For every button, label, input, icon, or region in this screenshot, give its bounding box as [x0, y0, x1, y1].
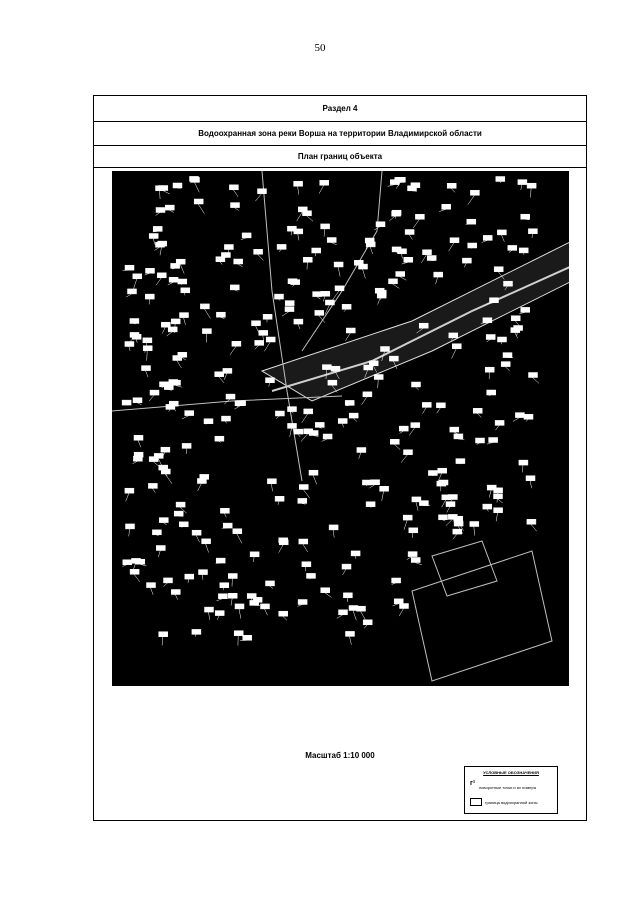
boundary-point-marker	[242, 233, 251, 238]
boundary-point-marker	[294, 429, 303, 434]
boundary-point-marker	[521, 307, 530, 312]
boundary-point-marker	[422, 402, 431, 407]
boundary-point-marker	[294, 229, 303, 234]
boundary-point-marker	[299, 485, 308, 490]
boundary-point-marker	[279, 538, 288, 543]
boundary-point-marker	[159, 518, 168, 523]
boundary-point-marker	[298, 207, 307, 212]
boundary-point-marker	[143, 338, 152, 343]
boundary-point-marker	[349, 413, 358, 418]
boundary-point-marker	[294, 181, 303, 186]
boundary-point-marker	[495, 420, 504, 425]
boundary-point-marker	[215, 372, 224, 377]
boundary-point-marker	[363, 392, 372, 397]
boundary-point-marker	[434, 272, 443, 277]
boundary-point-marker	[152, 530, 161, 535]
boundary-point-marker	[408, 552, 417, 557]
boundary-point-marker	[400, 604, 409, 609]
boundary-point-marker	[325, 300, 334, 305]
boundary-point-marker	[275, 294, 284, 299]
boundary-point-marker	[519, 460, 528, 465]
boundary-point-marker	[304, 409, 313, 414]
boundary-point-marker	[253, 597, 262, 602]
boundary-point-marker	[279, 611, 288, 616]
boundary-point-marker	[449, 333, 458, 338]
boundary-point-marker	[485, 367, 494, 372]
boundary-point-marker	[147, 583, 156, 588]
boundary-point-marker	[470, 190, 479, 195]
boundary-point-marker	[133, 274, 142, 279]
boundary-point-marker	[164, 578, 173, 583]
boundary-point-marker	[453, 529, 462, 534]
boundary-point-marker	[291, 280, 300, 285]
boundary-point-marker	[395, 177, 404, 182]
boundary-point-marker	[205, 607, 214, 612]
boundary-point-marker	[483, 235, 492, 240]
boundary-point-marker	[222, 416, 231, 421]
boundary-point-marker	[202, 539, 211, 544]
boundary-point-marker	[233, 529, 242, 534]
page-number: 50	[314, 42, 326, 54]
boundary-point-marker	[266, 378, 275, 383]
boundary-point-marker	[307, 573, 316, 578]
boundary-point-marker	[125, 265, 134, 270]
boundary-point-marker	[511, 316, 520, 321]
boundary-point-marker	[375, 288, 384, 293]
boundary-point-marker	[215, 611, 224, 616]
boundary-point-marker	[437, 481, 446, 486]
boundary-point-marker	[146, 268, 155, 273]
boundary-point-marker	[134, 435, 143, 440]
boundary-point-marker	[408, 186, 417, 191]
boundary-point-marker	[454, 434, 463, 439]
boundary-point-marker	[329, 525, 338, 530]
boundary-point-marker	[526, 476, 535, 481]
boundary-point-marker	[235, 401, 244, 406]
boundary-point-marker	[220, 583, 229, 588]
boundary-point-marker	[148, 483, 157, 488]
boundary-point-marker	[338, 419, 347, 424]
boundary-point-marker	[366, 502, 375, 507]
boundary-point-marker	[411, 423, 420, 428]
boundary-point-marker	[515, 413, 524, 418]
boundary-point-marker	[261, 604, 270, 609]
boundary-point-marker	[447, 183, 456, 188]
boundary-point-marker	[180, 313, 189, 318]
boundary-point-marker	[142, 366, 151, 371]
boundary-point-marker	[371, 480, 380, 485]
boundary-point-marker	[462, 258, 471, 263]
boundary-point-marker	[346, 631, 355, 636]
boundary-point-marker	[150, 390, 159, 395]
boundary-point-marker	[255, 340, 264, 345]
boundary-point-marker	[216, 312, 225, 317]
boundary-point-marker	[315, 310, 324, 315]
boundary-point-marker	[483, 318, 492, 323]
boundary-point-marker	[468, 243, 477, 248]
boundary-point-marker	[419, 501, 428, 506]
boundary-point-marker	[392, 578, 401, 583]
boundary-point-marker	[494, 508, 503, 513]
boundary-point-marker	[405, 230, 414, 235]
boundary-point-marker	[235, 604, 244, 609]
map-drawing	[112, 171, 569, 686]
boundary-point-marker	[294, 319, 303, 324]
boundary-point-marker	[159, 186, 168, 191]
boundary-point-marker	[412, 382, 421, 387]
boundary-point-marker	[153, 226, 162, 231]
boundary-point-marker	[275, 411, 284, 416]
legend-box	[464, 766, 558, 814]
boundary-point-marker	[224, 245, 233, 250]
legend-item-points: поворотные точки и их номера	[479, 785, 536, 790]
boundary-point-marker	[394, 599, 403, 604]
boundary-point-marker	[527, 183, 536, 188]
boundary-point-marker	[328, 380, 337, 385]
boundary-point-marker	[476, 438, 485, 443]
boundary-point-marker	[156, 242, 165, 247]
boundary-point-marker	[339, 610, 348, 615]
boundary-point-marker	[143, 346, 152, 351]
boundary-point-marker	[501, 362, 510, 367]
boundary-point-marker	[313, 292, 322, 297]
boundary-point-marker	[168, 327, 177, 332]
boundary-point-marker	[504, 281, 513, 286]
boundary-point-marker	[369, 361, 378, 366]
boundary-point-marker	[343, 593, 352, 598]
scale-label: Масштаб 1:10 000	[305, 751, 375, 760]
boundary-point-marker	[450, 238, 459, 243]
boundary-point-marker	[192, 629, 201, 634]
boundary-point-marker	[122, 400, 131, 405]
boundary-point-marker	[298, 498, 307, 503]
boundary-point-marker	[128, 289, 137, 294]
boundary-point-marker	[299, 539, 308, 544]
boundary-point-marker	[380, 486, 389, 491]
boundary-point-marker	[231, 203, 240, 208]
boundary-point-marker	[230, 285, 239, 290]
boundary-point-marker	[404, 257, 413, 262]
boundary-point-marker	[181, 288, 190, 293]
boundary-point-marker	[250, 552, 259, 557]
boundary-point-marker	[285, 307, 294, 312]
boundary-point-marker	[215, 436, 224, 441]
boundary-point-marker	[304, 429, 313, 434]
boundary-point-marker	[521, 214, 530, 219]
boundary-point-marker	[130, 332, 139, 337]
boundary-point-marker	[125, 488, 134, 493]
boundary-point-marker	[221, 253, 230, 258]
boundary-point-marker	[315, 422, 324, 427]
boundary-point-marker	[436, 403, 445, 408]
boundary-point-marker	[132, 558, 141, 563]
boundary-point-marker	[285, 301, 294, 306]
boundary-point-marker	[259, 330, 268, 335]
boundary-point-marker	[133, 398, 142, 403]
boundary-point-marker	[497, 230, 506, 235]
boundary-point-marker	[427, 256, 436, 261]
boundary-point-marker	[161, 322, 170, 327]
boundary-point-marker	[123, 560, 132, 565]
boundary-point-marker	[529, 373, 538, 378]
boundary-point-marker	[266, 337, 275, 342]
boundary-point-marker	[494, 267, 503, 272]
boundary-point-marker	[130, 319, 139, 324]
boundary-point-marker	[365, 238, 374, 243]
boundary-point-marker	[149, 234, 158, 239]
boundary-point-marker	[171, 319, 180, 324]
boundary-point-marker	[321, 588, 330, 593]
boundary-point-marker	[178, 352, 187, 357]
boundary-point-marker	[156, 208, 165, 213]
boundary-point-marker	[404, 450, 413, 455]
boundary-point-marker	[226, 394, 235, 399]
legend-item-boundary: граница водоохранной зоны	[485, 800, 538, 805]
boundary-point-marker	[133, 456, 142, 461]
boundary-point-marker	[321, 291, 330, 296]
boundary-point-marker	[145, 294, 154, 299]
boundary-point-marker	[351, 551, 360, 556]
boundary-point-marker	[467, 219, 476, 224]
boundary-point-marker	[228, 574, 237, 579]
boundary-point-marker	[288, 407, 297, 412]
boundary-point-marker	[156, 546, 165, 551]
boundary-point-marker	[363, 620, 372, 625]
boundary-point-marker	[349, 606, 358, 611]
boundary-point-marker	[439, 515, 448, 520]
boundary-point-marker	[157, 273, 166, 278]
boundary-point-marker	[220, 508, 229, 513]
boundary-point-marker	[346, 328, 355, 333]
boundary-point-marker	[456, 459, 465, 464]
boundary-point-marker	[454, 521, 463, 526]
boundary-point-marker	[234, 631, 243, 636]
boundary-point-marker	[381, 347, 390, 352]
boundary-point-marker	[409, 528, 418, 533]
boundary-point-marker	[323, 434, 332, 439]
boundary-point-marker	[390, 439, 399, 444]
boundary-point-marker	[266, 581, 275, 586]
boundary-point-marker	[528, 229, 537, 234]
boundary-point-marker	[374, 375, 383, 380]
boundary-point-marker	[254, 249, 263, 254]
boundary-point-marker	[169, 277, 178, 282]
legend-point-symbol-icon: г¹	[470, 780, 476, 787]
plan-heading: План границ объекта	[94, 146, 586, 168]
boundary-point-marker	[359, 264, 368, 269]
boundary-point-marker	[473, 408, 482, 413]
legend-title: УСЛОВНЫЕ ОБОЗНАЧЕНИЯ	[483, 770, 539, 775]
boundary-point-marker	[312, 248, 321, 253]
boundary-point-marker	[258, 189, 267, 194]
boundary-point-marker	[171, 590, 180, 595]
boundary-point-marker	[452, 344, 461, 349]
boundary-point-marker	[288, 423, 297, 428]
boundary-point-marker	[216, 558, 225, 563]
boundary-point-marker	[169, 380, 178, 385]
boundary-point-marker	[159, 632, 168, 637]
boundary-point-marker	[165, 205, 174, 210]
boundary-point-marker	[438, 468, 447, 473]
document-frame	[93, 95, 587, 821]
boundary-point-marker	[176, 502, 185, 507]
boundary-point-marker	[202, 329, 211, 334]
boundary-point-marker	[503, 353, 512, 358]
boundary-point-marker	[234, 259, 243, 264]
boundary-point-marker	[298, 600, 307, 605]
boundary-point-marker	[160, 382, 169, 387]
boundary-point-marker	[327, 238, 336, 243]
boundary-point-marker	[345, 400, 354, 405]
boundary-point-marker	[243, 635, 252, 640]
boundary-point-marker	[448, 514, 457, 519]
boundary-point-marker	[428, 471, 437, 476]
section-heading: Раздел 4	[94, 96, 586, 122]
boundary-point-marker	[130, 569, 139, 574]
boundary-point-marker	[483, 504, 492, 509]
boundary-point-marker	[302, 562, 311, 567]
boundary-point-marker	[511, 328, 520, 333]
boundary-point-marker	[320, 180, 329, 185]
boundary-point-marker	[232, 341, 241, 346]
document-title: Водоохранная зона реки Ворша на территории Владимирской области	[94, 122, 586, 146]
boundary-point-marker	[518, 180, 527, 185]
boundary-point-marker	[396, 272, 405, 277]
boundary-point-marker	[389, 279, 398, 284]
boundary-point-marker	[303, 257, 312, 262]
boundary-point-marker	[399, 426, 408, 431]
boundary-point-marker	[321, 224, 330, 229]
boundary-point-marker	[486, 335, 495, 340]
boundary-point-marker	[223, 368, 232, 373]
boundary-point-marker	[419, 323, 428, 328]
boundary-point-marker	[263, 314, 272, 319]
boundary-point-marker	[470, 522, 479, 527]
boundary-point-marker	[204, 419, 213, 424]
boundary-point-marker	[159, 465, 168, 470]
boundary-point-marker	[185, 411, 194, 416]
boundary-point-marker	[487, 390, 496, 395]
map-image	[112, 171, 569, 686]
boundary-point-marker	[161, 447, 170, 452]
boundary-point-marker	[267, 479, 276, 484]
boundary-point-marker	[415, 214, 424, 219]
boundary-point-marker	[450, 427, 459, 432]
boundary-point-marker	[331, 366, 340, 371]
boundary-point-marker	[228, 593, 237, 598]
boundary-point-marker	[182, 443, 191, 448]
boundary-point-marker	[309, 470, 318, 475]
boundary-point-marker	[487, 485, 496, 490]
boundary-point-marker	[169, 401, 178, 406]
boundary-point-marker	[519, 248, 528, 253]
boundary-point-marker	[223, 523, 232, 528]
boundary-point-marker	[275, 496, 284, 501]
boundary-point-marker	[176, 259, 185, 264]
boundary-point-marker	[173, 183, 182, 188]
boundary-point-marker	[229, 185, 238, 190]
boundary-point-marker	[498, 337, 507, 342]
boundary-point-marker	[322, 365, 331, 370]
boundary-point-marker	[392, 210, 401, 215]
boundary-point-marker	[496, 177, 505, 182]
boundary-point-marker	[252, 321, 261, 326]
boundary-point-marker	[185, 574, 194, 579]
boundary-point-marker	[376, 222, 385, 227]
boundary-point-marker	[392, 247, 401, 252]
boundary-point-marker	[423, 250, 432, 255]
boundary-point-marker	[179, 522, 188, 527]
boundary-point-marker	[357, 448, 366, 453]
boundary-point-marker	[362, 480, 371, 485]
boundary-point-marker	[494, 494, 503, 499]
boundary-point-marker	[335, 286, 344, 291]
boundary-point-marker	[442, 204, 451, 209]
boundary-point-marker	[191, 177, 200, 182]
boundary-point-marker	[126, 524, 135, 529]
boundary-point-marker	[174, 511, 183, 516]
boundary-point-marker	[524, 414, 533, 419]
boundary-point-marker	[403, 515, 412, 520]
boundary-point-marker	[218, 594, 227, 599]
boundary-point-marker	[490, 298, 499, 303]
boundary-point-marker	[334, 262, 343, 267]
boundary-point-marker	[448, 495, 457, 500]
boundary-point-marker	[178, 279, 187, 284]
boundary-point-marker	[200, 304, 209, 309]
boundary-point-marker	[149, 457, 158, 462]
boundary-point-marker	[489, 438, 498, 443]
boundary-point-marker	[411, 558, 420, 563]
boundary-point-marker	[342, 564, 351, 569]
legend-boundary-swatch-icon	[470, 798, 482, 806]
boundary-point-marker	[277, 244, 286, 249]
boundary-point-marker	[527, 519, 536, 524]
boundary-point-marker	[508, 245, 517, 250]
boundary-point-marker	[199, 570, 208, 575]
boundary-point-marker	[342, 304, 351, 309]
boundary-point-marker	[389, 356, 398, 361]
boundary-point-marker	[194, 199, 203, 204]
boundary-point-marker	[200, 474, 209, 479]
boundary-point-marker	[192, 530, 201, 535]
